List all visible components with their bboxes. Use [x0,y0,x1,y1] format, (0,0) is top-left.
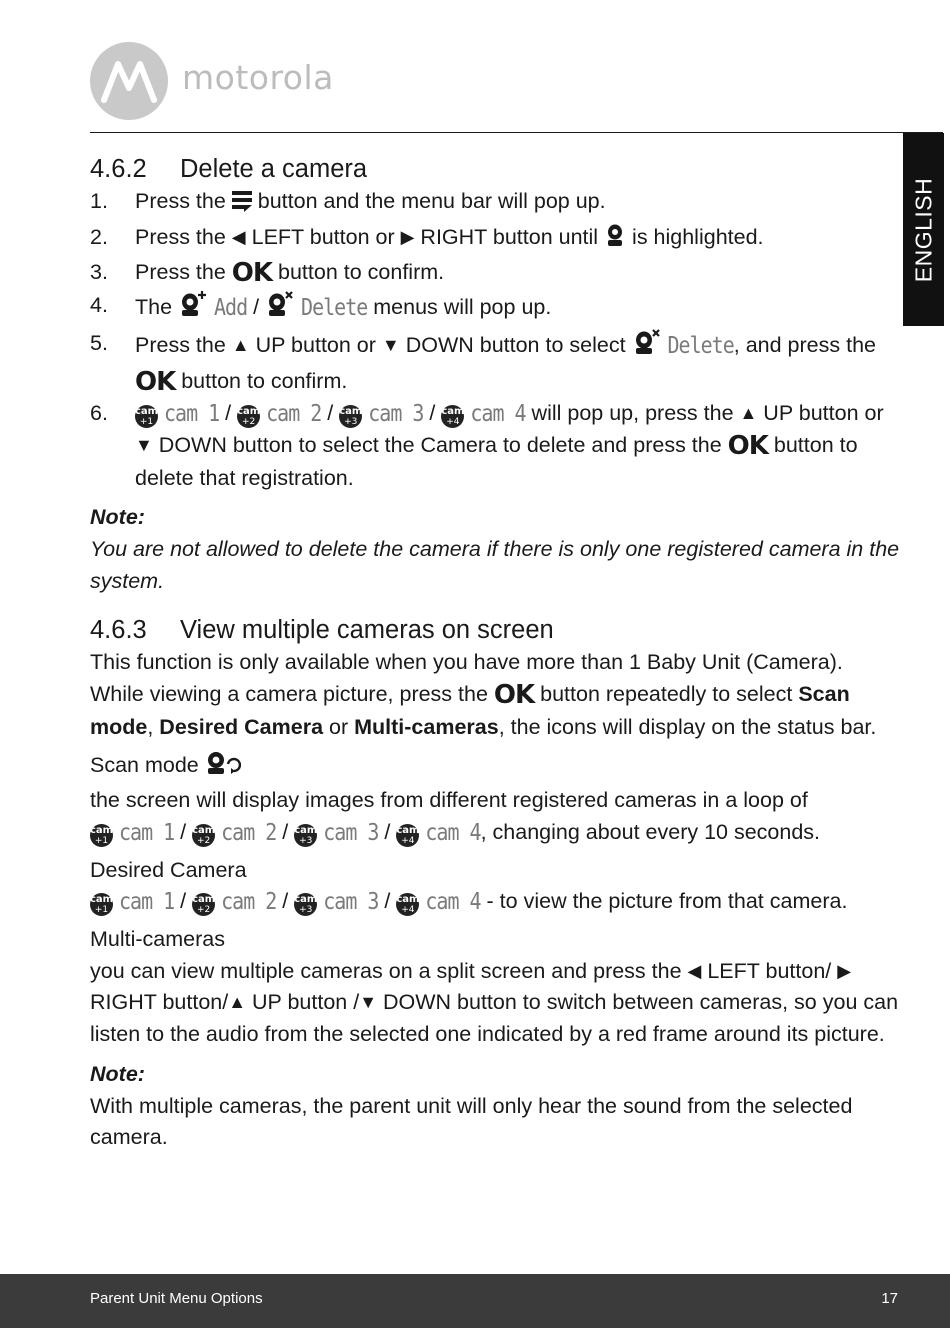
note-text: You are not allowed to delete the camera if there is only one registered camera in the system. [90,537,900,593]
step-3 [90,257,900,290]
scan-mode-term: Scan mode [90,682,850,739]
cam-badge-word: cam [135,406,159,418]
description-text: the screen will display images from different registered cameras in a loop of [90,788,808,813]
description-text: UP button / [246,990,360,1015]
down-arrow-icon: ▼ [359,992,378,1013]
multi-cameras-heading: Multi-cameras [90,927,225,952]
cam-badge-word: cam [237,406,261,418]
cam-4-label: cam 4 [470,399,526,427]
step-text: button to confirm. [175,368,348,393]
step-text: button to confirm. [272,260,445,285]
cam-badge-icon [192,824,215,847]
section-heading-4-6-2 [90,152,900,186]
step-2 [90,222,900,258]
cam-badge-icon [90,824,113,847]
step-text: will pop up, press the [525,401,740,426]
intro-text: , [147,714,160,739]
delete-menu-label: Delete [301,293,368,321]
step-number: 4. [90,293,108,318]
desired-camera-description [90,886,900,918]
separator: / [321,401,340,426]
separator: / [174,819,193,844]
add-menu-label: Add [214,293,248,321]
desired-camera-term: Desired Camera [159,714,324,739]
section-number: 4.6.3 [90,616,147,645]
separator: / [378,819,397,844]
footer-section-title: Parent Unit Menu Options [90,1290,263,1307]
note-label: Note: [90,1061,145,1086]
separator: / [219,401,238,426]
step-text: menus will pop up. [367,295,552,320]
intro-text: , the icons will display on the status bar. [498,714,877,739]
step-number: 5. [90,330,108,355]
separator: / [378,889,397,914]
cam-badge-icon [396,893,419,916]
add-camera-icon [178,290,208,328]
step-text: DOWN button to select [399,332,632,357]
step-4 [90,290,900,328]
step-text: , and press the [733,332,876,357]
step-number: 6. [90,401,108,426]
delete-camera-icon [265,290,295,328]
section-title: Delete a camera [180,155,368,183]
step-text: Press the [135,189,232,213]
cam-badge-icon [237,405,260,428]
cam-1-label: cam 1 [163,399,220,427]
cam-badge-word: cam [294,824,318,836]
delete-steps-list [90,186,900,494]
left-arrow-icon: ◀ [687,960,702,981]
step-number: 2. [90,224,108,249]
step-text: UP button or [757,401,884,426]
up-arrow-icon: ▲ [231,334,250,355]
camera-icon [604,224,626,258]
step-text: The [135,295,179,320]
step-text: UP button or [249,332,382,357]
step-text: Press the [135,332,232,357]
cam-badge-word: cam [339,406,363,418]
cam-badge-word: cam [441,406,465,418]
subheading-text: Scan mode [90,752,199,777]
delete-camera-icon [632,328,662,366]
cam-badge-word: cam [396,894,420,906]
motorola-m-icon [90,42,168,120]
cam-3-label: cam 3 [368,399,424,427]
cam-badge-sub: +2 [241,417,256,428]
right-arrow-icon: ▶ [400,226,415,247]
cam-badge-sub: +4 [446,417,460,428]
right-arrow-icon: ▶ [837,960,852,981]
separator: / [276,819,295,844]
description-text: you can view multiple cameras on a split screen and press the [90,958,688,983]
cam-3-label: cam 3 [323,818,379,846]
description-text: DOWN button to switch between cameras, so you can listen to the audio from the selected one indicated by a red frame around its picture. [90,990,899,1047]
cam-badge-sub: +1 [94,835,109,846]
intro-text: While viewing a camera picture, press the [90,682,494,707]
scan-mode-icon [205,750,241,786]
description-text: LEFT button/ [701,958,838,983]
ok-button-icon: OK [135,366,176,397]
step-number: 1. [90,189,108,213]
page-content [90,152,900,1154]
separator: / [423,401,442,426]
description-text: RIGHT button/ [90,990,229,1015]
down-arrow-icon: ▼ [381,334,400,355]
cam-badge-word: cam [294,894,318,906]
cam-badge-sub: +1 [94,905,109,916]
cam-2-label: cam 2 [221,887,277,916]
scan-mode-description [90,785,900,848]
cam-badge-word: cam [192,824,216,836]
intro-text: or [323,714,355,739]
cam-badge-word: cam [396,824,420,836]
step-text: DOWN button to select the Camera to delete and press the [152,432,728,457]
cam-badge-sub: +2 [196,835,211,846]
step-number: 3. [90,260,108,285]
up-arrow-icon: ▲ [228,992,247,1013]
desired-camera-heading: Desired Camera [90,857,247,882]
step-5 [90,328,900,398]
menu-icon [232,190,252,222]
cam-1-label: cam 1 [118,818,175,846]
separator: / [174,889,193,914]
note-label: Note: [90,505,145,530]
cam-badge-sub: +3 [344,417,358,428]
up-arrow-icon: ▲ [739,403,758,424]
language-label: ENGLISH [910,177,936,282]
intro-text: button repeatedly to select [534,682,799,707]
cam-badge-sub: +4 [401,835,415,846]
delete-menu-label: Delete [667,330,734,359]
header-rule [90,132,943,133]
cam-badge-word: cam [90,894,114,906]
cam-badge-word: cam [192,894,216,906]
left-arrow-icon: ◀ [231,226,246,247]
step-text: Press the [135,224,232,249]
description-text: - to view the picture from that camera. [480,889,848,914]
step-6 [90,398,900,494]
step-1 [90,186,900,222]
intro-text: This function is only available when you have more than 1 Baby Unit (Camera). [90,650,843,675]
page-number: 17 [881,1290,898,1307]
note-text: With multiple cameras, the parent unit will only hear the sound from the selected camera. [90,1093,853,1150]
cam-badge-icon [441,405,464,428]
section-number: 4.6.2 [90,155,147,183]
cam-badge-word: cam [90,824,114,836]
multi-cameras-description [90,956,900,1051]
cam-badge-icon [90,893,113,916]
ok-button-icon: OK [727,430,768,461]
step-text: is highlighted. [626,224,764,249]
cam-badge-sub: +1 [139,417,154,428]
page-footer [0,1274,950,1328]
cam-badge-icon [294,893,317,916]
down-arrow-icon: ▼ [135,434,153,455]
separator: / [276,889,295,914]
ok-button-icon: OK [493,680,535,711]
ok-button-icon: OK [231,258,273,289]
step-text: button to delete that registration. [135,432,858,490]
section-title: View multiple cameras on screen [180,616,554,645]
cam-badge-sub: +3 [299,905,313,916]
cam-badge-sub: +4 [401,905,415,916]
cam-badge-icon [135,405,158,428]
step-text: RIGHT button until [414,224,605,249]
multi-cameras-term: Multi-cameras [354,714,499,739]
cam-badge-icon [396,824,419,847]
brand-name: motorola [182,58,334,97]
intro-paragraph [90,647,900,743]
cam-badge-sub: +3 [299,835,313,846]
cam-4-label: cam 4 [425,887,481,916]
cam-badge-sub: +2 [196,905,211,916]
step-text: Press the [135,260,232,285]
cam-badge-icon [294,824,317,847]
step-text: button and the menu bar will pop up. [251,189,606,213]
step-text: LEFT button or [245,224,401,249]
cam-3-label: cam 3 [323,887,379,916]
separator: / [247,295,266,320]
section-heading-4-6-3 [90,613,900,647]
cam-2-label: cam 2 [221,818,277,846]
cam-badge-icon [192,893,215,916]
cam-badge-icon [339,405,362,428]
cam-2-label: cam 2 [266,399,322,427]
description-text: , changing about every 10 seconds. [480,819,821,844]
language-tab [903,133,944,326]
cam-4-label: cam 4 [425,818,481,846]
motorola-logo [90,42,168,120]
scan-mode-heading [90,750,900,786]
cam-1-label: cam 1 [118,887,175,916]
